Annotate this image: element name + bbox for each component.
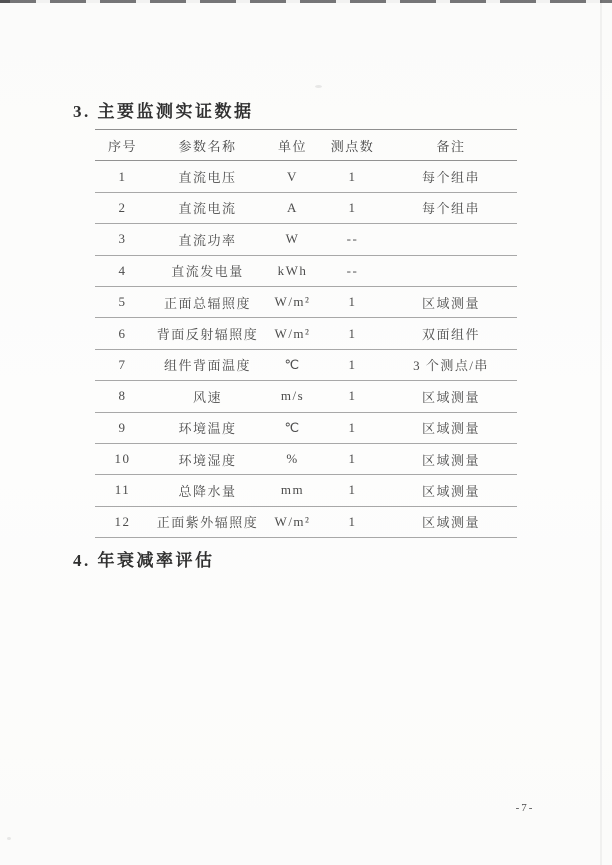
table-row <box>95 161 517 192</box>
paragraph-line <box>60 683 552 715</box>
column-header-points: 测点数 <box>320 130 385 161</box>
table-row <box>95 412 517 443</box>
cell-unit: ℃ <box>265 412 320 443</box>
cell-unit: kWh <box>265 255 320 286</box>
cell-row-number: 12 <box>95 506 150 537</box>
cell-param-name: 直流电流 <box>150 192 265 223</box>
paragraph-line <box>60 620 552 652</box>
table-row <box>95 192 517 223</box>
cell-param-name: 环境湿度 <box>150 443 265 474</box>
table-row <box>95 255 517 286</box>
scan-edge-artifact <box>0 0 612 3</box>
cell-point-count: -- <box>320 224 385 255</box>
column-header-note: 备注 <box>385 130 517 161</box>
cell-unit: m/s <box>265 381 320 412</box>
scan-speck <box>315 85 322 88</box>
paragraph-line <box>60 715 552 747</box>
cell-unit: W/m² <box>265 318 320 349</box>
cell-row-number: 7 <box>95 349 150 380</box>
table-header-row <box>95 130 517 161</box>
cell-row-number: 4 <box>95 255 150 286</box>
cell-row-number: 11 <box>95 475 150 506</box>
cell-point-count: 1 <box>320 161 385 192</box>
table-row <box>95 381 517 412</box>
cell-point-count: 1 <box>320 506 385 537</box>
cell-note: 区域测量 <box>385 506 517 537</box>
cell-note <box>385 255 517 286</box>
cell-note: 区域测量 <box>385 286 517 317</box>
cell-note: 每个组串 <box>385 192 517 223</box>
cell-row-number: 9 <box>95 412 150 443</box>
cell-note <box>385 224 517 255</box>
paragraph-line <box>60 652 552 684</box>
paragraph-line <box>60 588 552 620</box>
cell-point-count: 1 <box>320 318 385 349</box>
cell-param-name: 正面总辐照度 <box>150 286 265 317</box>
cell-unit: ℃ <box>265 349 320 380</box>
table-row <box>95 286 517 317</box>
cell-note: 区域测量 <box>385 381 517 412</box>
cell-row-number: 6 <box>95 318 150 349</box>
table-row <box>95 443 517 474</box>
cell-unit: W/m² <box>265 506 320 537</box>
cell-row-number: 10 <box>95 443 150 474</box>
cell-param-name: 直流电压 <box>150 161 265 192</box>
table-row <box>95 224 517 255</box>
cell-param-name: 风速 <box>150 381 265 412</box>
cell-unit: A <box>265 192 320 223</box>
cell-row-number: 5 <box>95 286 150 317</box>
column-header-unit: 单位 <box>265 130 320 161</box>
column-header-no: 序号 <box>95 130 150 161</box>
cell-note: 双面组件 <box>385 318 517 349</box>
scan-speck <box>7 837 11 840</box>
table-row <box>95 349 517 380</box>
cell-note: 区域测量 <box>385 475 517 506</box>
cell-point-count: -- <box>320 255 385 286</box>
cell-note: 3 个测点/串 <box>385 349 517 380</box>
cell-row-number: 3 <box>95 224 150 255</box>
cell-note: 区域测量 <box>385 443 517 474</box>
cell-unit: mm <box>265 475 320 506</box>
monitoring-data-table <box>95 129 517 538</box>
cell-param-name: 组件背面温度 <box>150 349 265 380</box>
table-row <box>95 506 517 537</box>
cell-param-name: 背面反射辐照度 <box>150 318 265 349</box>
cell-point-count: 1 <box>320 443 385 474</box>
cell-row-number: 8 <box>95 381 150 412</box>
table-row <box>95 475 517 506</box>
cell-param-name: 正面紫外辐照度 <box>150 506 265 537</box>
cell-point-count: 1 <box>320 192 385 223</box>
cell-point-count: 1 <box>320 286 385 317</box>
cell-point-count: 1 <box>320 475 385 506</box>
cell-param-name: 直流功率 <box>150 224 265 255</box>
section-4-heading: 4. 年衰减率评估 <box>73 551 215 570</box>
cell-param-name: 直流发电量 <box>150 255 265 286</box>
cell-unit: % <box>265 443 320 474</box>
cell-note: 区域测量 <box>385 412 517 443</box>
column-header-name: 参数名称 <box>150 130 265 161</box>
cell-unit: V <box>265 161 320 192</box>
cell-point-count: 1 <box>320 412 385 443</box>
cell-row-number: 1 <box>95 161 150 192</box>
cell-unit: W <box>265 224 320 255</box>
scan-edge-line <box>600 0 602 865</box>
body-paragraph <box>60 588 552 747</box>
cell-unit: W/m² <box>265 286 320 317</box>
cell-point-count: 1 <box>320 381 385 412</box>
table-body <box>95 161 517 538</box>
page-number: -7- <box>515 802 535 814</box>
table-row <box>95 318 517 349</box>
cell-note: 每个组串 <box>385 161 517 192</box>
cell-param-name: 环境温度 <box>150 412 265 443</box>
cell-param-name: 总降水量 <box>150 475 265 506</box>
cell-point-count: 1 <box>320 349 385 380</box>
section-3-heading: 3. 主要监测实证数据 <box>73 102 254 121</box>
cell-row-number: 2 <box>95 192 150 223</box>
